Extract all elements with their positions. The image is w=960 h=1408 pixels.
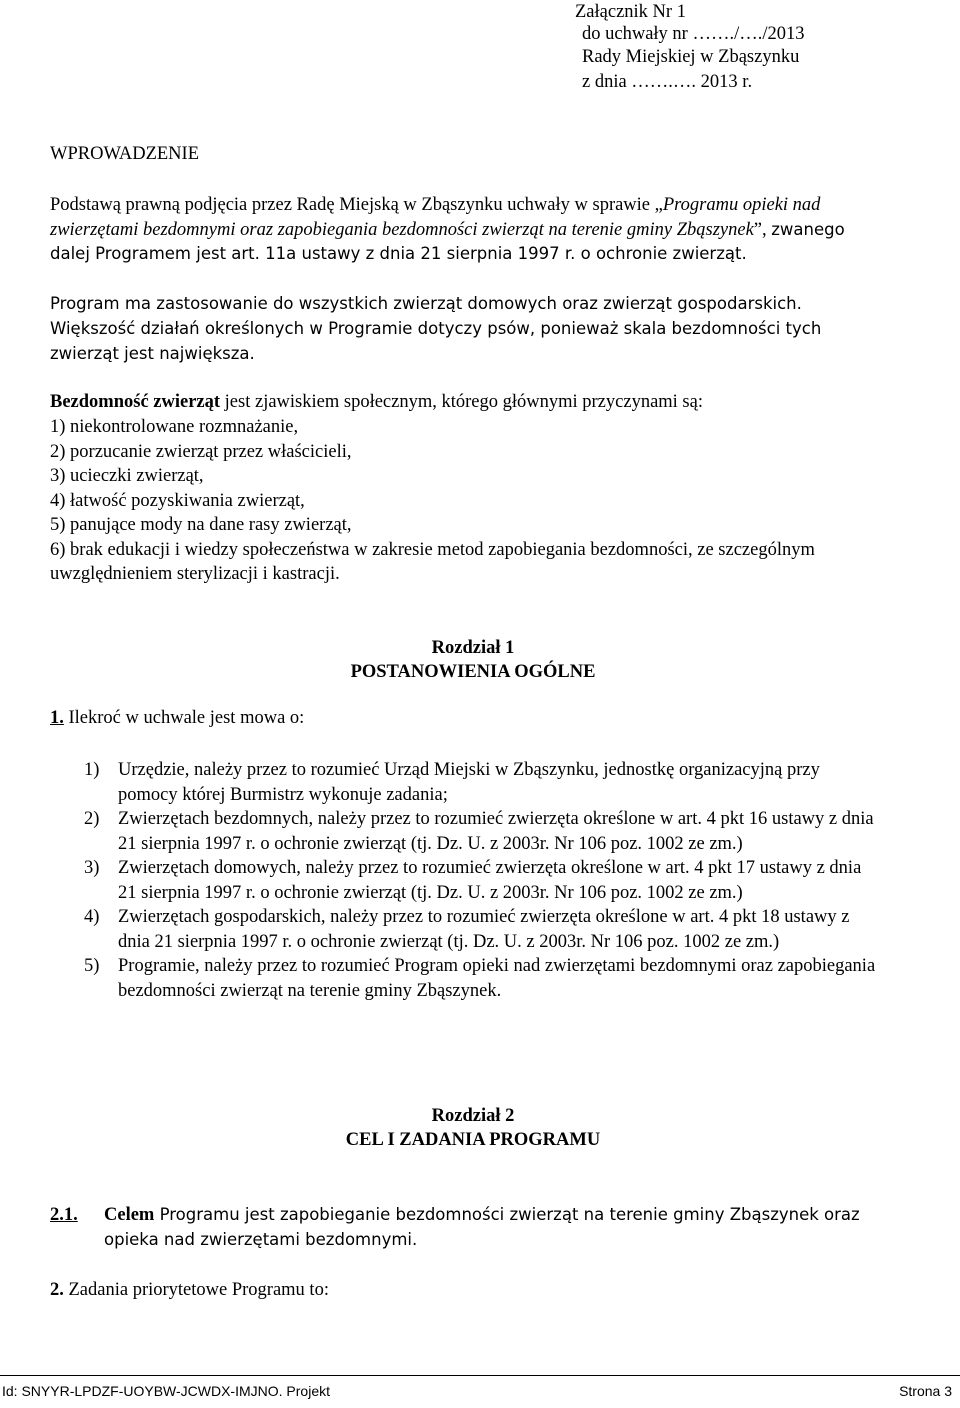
- paragraph-number: 2.1.: [50, 1205, 78, 1225]
- intro-paragraph-1: [50, 193, 880, 267]
- definition-number: 2): [84, 809, 100, 829]
- causes-item: 3) ucieczki zwierząt,: [50, 466, 204, 486]
- causes-bold: Bezdomność zwierząt: [50, 392, 221, 412]
- causes-item: 1) niekontrolowane rozmnażanie,: [50, 417, 299, 437]
- paragraph-number: 2.: [50, 1280, 64, 1300]
- chapter-1-label: [0, 636, 946, 660]
- chapter-2-label-text: Rozdział 2: [431, 1106, 515, 1126]
- chapter-2-title: [0, 1128, 946, 1152]
- header-line-1: Załącznik Nr 1: [575, 2, 686, 22]
- chapter-2-paragraph-1-text: [104, 1203, 884, 1252]
- header-line-2: do uchwały nr ……./…./2013: [582, 24, 805, 44]
- causes-item: 2) porzucanie zwierząt przez właścicieli,: [50, 441, 352, 462]
- intro-paragraph-2: Program ma zastosowanie do wszystkich zwierząt domowych oraz zwierząt gospodarskich.: [50, 294, 802, 313]
- definition-text: Urzędzie, należy przez to rozumieć Urząd Miejski w Zbąszynku, jednostkę organizacyjną przy pomocy której Burmistrz wykonuje zadania;: [118, 760, 820, 805]
- priorities-text: Zadania priorytetowe Programu to:: [63, 1280, 329, 1300]
- goal-text: Programu jest zapobieganie bezdomności zwierząt na terenie gminy Zbąszynek oraz opieka nad zwierzętami bezdomnymi.: [104, 1205, 860, 1249]
- intro-p1-lead: Podstawą prawną podjęcia przez Radę Miejską w Zbąszynku uchwały w sprawie „: [50, 195, 663, 215]
- causes-lead: [50, 390, 880, 415]
- chapter-1-title-text: POSTANOWIENIA OGÓLNE: [350, 662, 596, 682]
- definition-item: [84, 856, 884, 905]
- definitions-list: [84, 758, 884, 1003]
- chapter-1-paragraph: [50, 706, 304, 730]
- intro-title: WPROWADZENIE: [50, 144, 200, 164]
- definition-number: 1): [84, 760, 100, 780]
- paragraph-number: 1.: [50, 708, 64, 728]
- causes-item: 4) łatwość pozyskiwania zwierząt,: [50, 490, 305, 511]
- definition-item: [84, 758, 884, 807]
- intro-p1-quote: ”,: [753, 219, 772, 240]
- header-line-4: z dnia …….…. 2013 r.: [582, 72, 753, 92]
- definition-text: Programie, należy przez to rozumieć Program opieki nad zwierzętami bezdomnymi oraz zapobiegania bezdomności zwierząt na terenie gminy Zbąszynek.: [118, 956, 876, 1001]
- footer-page-number: Strona 3: [899, 1383, 952, 1399]
- chapter-2-paragraph-1: [50, 1203, 78, 1228]
- chapter-2-paragraph-2: [50, 1278, 329, 1302]
- header-line-3: Rady Miejskiej w Zbąszynku: [582, 47, 800, 67]
- chapter-1-label-text: Rozdział 1: [431, 638, 515, 658]
- footer-divider: [0, 1375, 960, 1376]
- definition-number: 5): [84, 956, 100, 976]
- causes-item: 6) brak edukacji i wiedzy społeczeństwa w zakresie metod zapobiegania bezdomności, ze szczególnym uwzględnieniem sterylizacji i kastracji.: [50, 539, 815, 584]
- causes-rest: jest zjawiskiem społecznym, którego głównymi przyczynami są:: [220, 392, 703, 412]
- footer-document-id: Id: SNYYR-LPDZF-UOYBW-JCWDX-IMJNO. Projekt: [2, 1383, 330, 1399]
- causes-list: [50, 415, 880, 587]
- paragraph-text: Ilekroć w uchwale jest mowa o:: [63, 708, 305, 728]
- intro-paragraph-3: Większość działań określonych w Programie dotyczy psów, ponieważ skala bezdomności tych zwierząt jest największa.: [50, 319, 822, 363]
- chapter-2-label: [0, 1104, 946, 1128]
- definition-text: Zwierzętach gospodarskich, należy przez to rozumieć zwierzęta określone w art. 4 pkt 18 ustawy z dnia 21 sierpnia 1997 r. o ochronie zwierząt (tj. Dz. U. z 2003r. Nr 106 poz. 1002 ze zm.): [118, 907, 850, 952]
- chapter-1-title: [0, 660, 946, 684]
- program-title-italic: Programu opieki nad zwierzętami bezdomnymi oraz zapobiegania bezdomności zwierząt na terenie gminy Zbąszynek: [50, 195, 821, 240]
- causes-item: 5) panujące mody na dane rasy zwierząt,: [50, 515, 352, 535]
- definition-number: 3): [84, 858, 100, 878]
- intro-p1-tail: zwanego dalej Programem jest art. 11a ustawy z dnia 21 sierpnia 1997 r. o ochronie zwierząt.: [50, 219, 845, 263]
- definition-number: 4): [84, 907, 100, 927]
- definition-item: [84, 905, 884, 954]
- definition-text: Zwierzętach bezdomnych, należy przez to rozumieć zwierzęta określone w art. 4 pkt 16 ustawy z dnia 21 sierpnia 1997 r. o ochronie zwierząt (tj. Dz. U. z 2003r. Nr 106 poz. 1002 ze zm.): [118, 809, 874, 854]
- chapter-2-title-text: CEL I ZADANIA PROGRAMU: [345, 1130, 601, 1150]
- definition-item: [84, 807, 884, 856]
- definition-item: [84, 954, 884, 1003]
- goal-bold: Celem: [104, 1205, 155, 1225]
- definition-text: Zwierzętach domowych, należy przez to rozumieć zwierzęta określone w art. 4 pkt 17 ustawy z dnia 21 sierpnia 1997 r. o ochronie zwierząt (tj. Dz. U. z 2003r. Nr 106 poz. 1002 ze zm.): [118, 858, 862, 903]
